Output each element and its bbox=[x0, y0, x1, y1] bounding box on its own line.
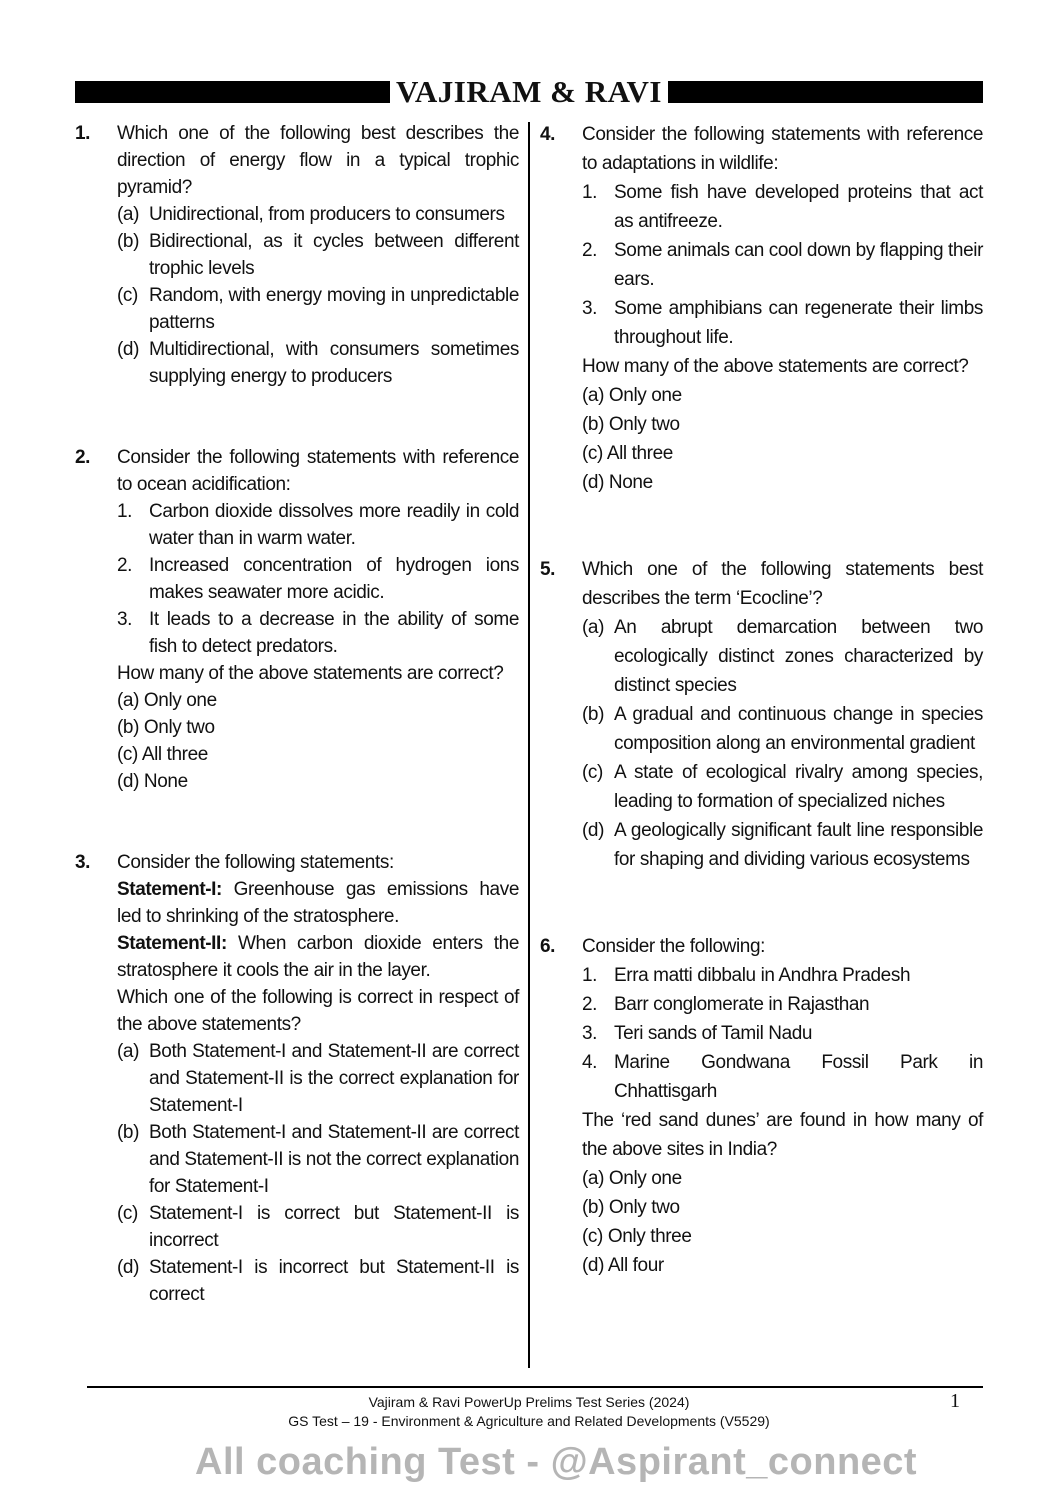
option-a bbox=[117, 1038, 519, 1119]
option-b bbox=[117, 714, 519, 741]
statement-text: Teri sands of Tamil Nadu bbox=[614, 1023, 813, 1044]
statement-text: Carbon dioxide dissolves more readily in cold water than in warm water. bbox=[149, 501, 519, 549]
option-text: None bbox=[143, 771, 188, 792]
option-label: (a) bbox=[582, 1168, 605, 1189]
question-stem: Consider the following statements: bbox=[117, 852, 394, 873]
statement-text: Some animals can cool down by flapping their ears. bbox=[614, 240, 983, 290]
option-text: An abrupt demarcation between two ecologically distinct zones characterized by distinct species bbox=[614, 617, 983, 696]
statement-text: Erra matti dibbalu in Andhra Pradesh bbox=[614, 965, 911, 986]
option-label: (b) bbox=[582, 704, 605, 725]
option-text: Only two bbox=[143, 717, 215, 738]
option-text: All three bbox=[141, 744, 208, 765]
option-d bbox=[117, 1254, 519, 1308]
option-label: (d) bbox=[117, 771, 140, 792]
question-6 bbox=[540, 932, 983, 1280]
option-a bbox=[117, 201, 519, 228]
option-c bbox=[582, 439, 983, 468]
option-a bbox=[582, 381, 983, 410]
left-column bbox=[75, 120, 519, 1308]
statement-1 bbox=[582, 961, 983, 990]
option-text: All four bbox=[607, 1255, 664, 1276]
option-c bbox=[582, 758, 983, 816]
option-text: All three bbox=[606, 443, 673, 464]
option-c bbox=[117, 282, 519, 336]
option-text: Only one bbox=[608, 385, 682, 406]
statement-text: Some fish have developed proteins that act as antifreeze. bbox=[614, 182, 983, 232]
statement-1 bbox=[117, 876, 519, 930]
statement-text: Barr conglomerate in Rajasthan bbox=[614, 994, 870, 1015]
statement-1 bbox=[117, 498, 519, 552]
statement-label: 3. bbox=[117, 609, 133, 630]
statement-text: Greenhouse gas emissions have led to shrinking of the stratosphere. bbox=[117, 879, 519, 927]
option-text: Both Statement-I and Statement-II are correct and Statement-II is the correct explanation for Statement-I bbox=[149, 1041, 519, 1116]
footer-series: Vajiram & Ravi PowerUp Prelims Test Series (2024) bbox=[368, 1394, 690, 1410]
option-text: A state of ecological rivalry among species, leading to formation of specialized niches bbox=[614, 762, 983, 812]
option-label: (c) bbox=[117, 1203, 138, 1224]
statement-3 bbox=[582, 1019, 983, 1048]
option-b bbox=[117, 1119, 519, 1200]
option-text: Both Statement-I and Statement-II are correct and Statement-II is not the correct explanation for Statement-I bbox=[149, 1122, 519, 1197]
option-label: (d) bbox=[117, 1257, 140, 1278]
question-stem: Consider the following statements with reference to adaptations in wildlife: bbox=[582, 124, 983, 174]
question-4 bbox=[540, 120, 983, 497]
option-label: (d) bbox=[582, 820, 605, 841]
option-label: (a) bbox=[117, 1041, 140, 1062]
statement-text: When carbon dioxide enters the stratosphere it cools the air in the layer. bbox=[117, 933, 519, 981]
question-stem: Consider the following: bbox=[582, 936, 766, 957]
option-b bbox=[582, 700, 983, 758]
option-a bbox=[582, 613, 983, 700]
statement-label: 1. bbox=[117, 501, 133, 522]
brand-title: VAJIRAM & RAVI bbox=[396, 74, 662, 109]
statement-label: Statement-II: bbox=[117, 933, 227, 954]
option-label: (b) bbox=[117, 231, 140, 252]
question-prompt: The ‘red sand dunes’ are found in how many of the above sites in India? bbox=[582, 1110, 983, 1160]
option-text: Only three bbox=[607, 1226, 692, 1247]
question-3 bbox=[75, 849, 519, 1308]
option-d bbox=[582, 468, 983, 497]
statement-text: It leads to a decrease in the ability of some fish to detect predators. bbox=[149, 609, 519, 657]
question-stem: Which one of the following statements best describes the term ‘Ecocline’? bbox=[582, 559, 983, 609]
option-label: (c) bbox=[117, 285, 138, 306]
option-text: Random, with energy moving in unpredictable patterns bbox=[149, 285, 519, 333]
option-text: Only one bbox=[608, 1168, 682, 1189]
footer-test-title: GS Test – 19 - Environment & Agriculture and Related Developments (V5529) bbox=[288, 1413, 770, 1429]
option-c bbox=[582, 1222, 983, 1251]
question-prompt: Which one of the following is correct in respect of the above statements? bbox=[117, 987, 519, 1035]
option-label: (a) bbox=[117, 690, 140, 711]
watermark: All coaching Test - @Aspirant_connect bbox=[195, 1441, 918, 1483]
footer-rule bbox=[87, 1386, 983, 1388]
option-label: (b) bbox=[582, 414, 605, 435]
statement-label: 2. bbox=[582, 240, 598, 261]
option-text: Multidirectional, with consumers sometimes supplying energy to producers bbox=[149, 339, 519, 387]
question-1 bbox=[75, 120, 519, 390]
option-label: (a) bbox=[582, 385, 605, 406]
question-number: 1. bbox=[75, 123, 91, 144]
question-2 bbox=[75, 444, 519, 795]
option-c bbox=[117, 741, 519, 768]
statement-text: Marine Gondwana Fossil Park in Chhattisgarh bbox=[614, 1052, 983, 1102]
option-text: Bidirectional, as it cycles between different trophic levels bbox=[149, 231, 519, 279]
option-d bbox=[117, 768, 519, 795]
page-header bbox=[75, 74, 983, 109]
question-5 bbox=[540, 555, 983, 874]
option-text: A gradual and continuous change in species composition along an environmental gradient bbox=[614, 704, 983, 754]
question-stem: Which one of the following best describes the direction of energy flow in a typical trophic pyramid? bbox=[117, 123, 519, 198]
option-label: (a) bbox=[582, 617, 605, 638]
statement-text: Increased concentration of hydrogen ions makes seawater more acidic. bbox=[149, 555, 519, 603]
question-prompt: How many of the above statements are correct? bbox=[582, 356, 969, 377]
statement-text: Some amphibians can regenerate their limbs throughout life. bbox=[614, 298, 983, 348]
option-text: A geologically significant fault line responsible for shaping and dividing various ecosystems bbox=[614, 820, 983, 870]
statement-2 bbox=[117, 930, 519, 984]
statement-label: Statement-I: bbox=[117, 879, 222, 900]
option-label: (a) bbox=[117, 204, 140, 225]
option-b bbox=[582, 410, 983, 439]
statement-3 bbox=[117, 606, 519, 660]
right-column bbox=[540, 120, 983, 1280]
option-text: Unidirectional, from producers to consumers bbox=[149, 204, 505, 225]
option-label: (b) bbox=[117, 717, 140, 738]
option-c bbox=[117, 1200, 519, 1254]
option-label: (b) bbox=[582, 1197, 605, 1218]
option-text: Only two bbox=[608, 414, 680, 435]
statement-label: 1. bbox=[582, 965, 598, 986]
statement-label: 3. bbox=[582, 1023, 598, 1044]
option-b bbox=[117, 228, 519, 282]
option-label: (c) bbox=[582, 762, 603, 783]
column-divider bbox=[528, 122, 530, 1368]
question-number: 5. bbox=[540, 559, 556, 580]
statement-label: 2. bbox=[117, 555, 133, 576]
option-a bbox=[117, 687, 519, 714]
statement-3 bbox=[582, 294, 983, 352]
statement-label: 2. bbox=[582, 994, 598, 1015]
question-stem: Consider the following statements with reference to ocean acidification: bbox=[117, 447, 519, 495]
option-text: Statement-I is incorrect but Statement-II is correct bbox=[149, 1257, 519, 1305]
header-bar-left bbox=[75, 81, 390, 103]
option-label: (c) bbox=[582, 443, 603, 464]
option-label: (b) bbox=[117, 1122, 140, 1143]
statement-label: 3. bbox=[582, 298, 598, 319]
option-d bbox=[582, 816, 983, 874]
option-label: (d) bbox=[117, 339, 140, 360]
question-number: 4. bbox=[540, 124, 556, 145]
option-d bbox=[582, 1251, 983, 1280]
option-a bbox=[582, 1164, 983, 1193]
option-label: (d) bbox=[582, 472, 605, 493]
option-d bbox=[117, 336, 519, 390]
option-text: Statement-I is correct but Statement-II is incorrect bbox=[149, 1203, 519, 1251]
option-b bbox=[582, 1193, 983, 1222]
option-text: None bbox=[608, 472, 653, 493]
option-text: Only two bbox=[608, 1197, 680, 1218]
question-prompt: How many of the above statements are correct? bbox=[117, 663, 504, 684]
option-label: (c) bbox=[117, 744, 138, 765]
question-number: 3. bbox=[75, 852, 91, 873]
option-label: (d) bbox=[582, 1255, 605, 1276]
page-number: 1 bbox=[950, 1390, 960, 1412]
statement-2 bbox=[117, 552, 519, 606]
question-number: 2. bbox=[75, 447, 91, 468]
statement-4 bbox=[582, 1048, 983, 1106]
question-number: 6. bbox=[540, 936, 556, 957]
statement-1 bbox=[582, 178, 983, 236]
statement-label: 1. bbox=[582, 182, 598, 203]
statement-label: 4. bbox=[582, 1052, 598, 1073]
statement-2 bbox=[582, 236, 983, 294]
header-bar-right bbox=[668, 81, 983, 103]
option-label: (c) bbox=[582, 1226, 603, 1247]
statement-2 bbox=[582, 990, 983, 1019]
option-text: Only one bbox=[143, 690, 217, 711]
